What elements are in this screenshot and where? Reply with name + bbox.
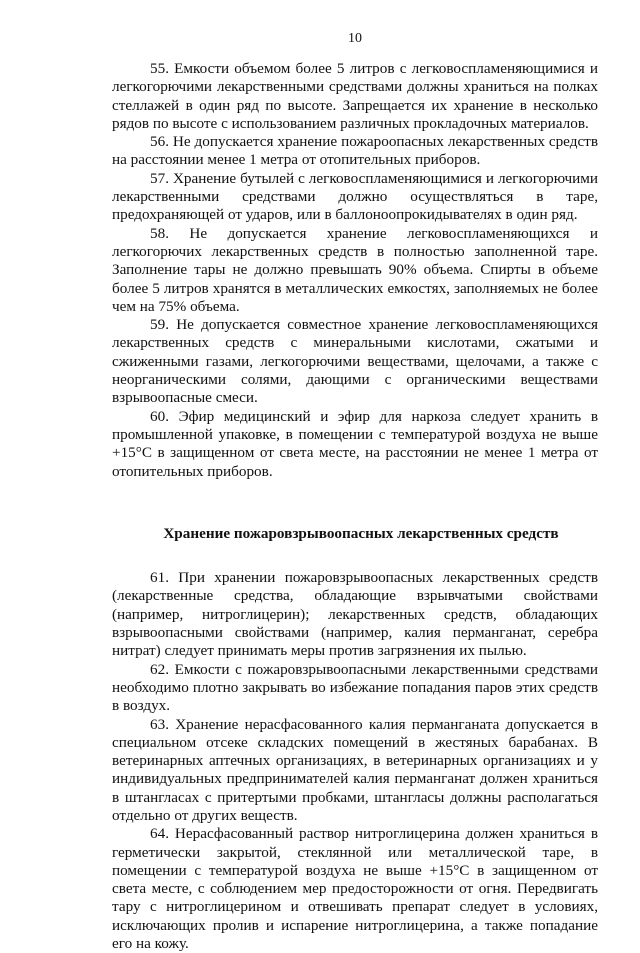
section-heading: Хранение пожаровзрывоопасных лекарственных средств xyxy=(163,524,559,542)
paragraph-62: 62. Емкости с пожаровзрывоопасными лекарственными средствами необходимо плотно закрывать во избежание попадания паров этих средств в воздух. xyxy=(112,660,598,715)
paragraph-55: 55. Емкости объемом более 5 литров с легковоспламеняющимися и легкогорючими лекарственными средствами должны храниться на полках стеллажей в один ряд по высоте. Запрещается их хранение в несколько рядов по высоте с использованием различных прокладочных материалов. xyxy=(112,60,598,132)
paragraph-58: 58. Не допускается хранение легковоспламеняющихся и легкогорючих лекарственных средств в полностью заполненной таре. Заполнение тары не должно превышать 90% объема. Спирты в объеме более 5 литров хранятся в металлических емкостях, заполняемых не более чем на 75% объема. xyxy=(112,224,598,315)
paragraph-61: 61. При хранении пожаровзрывоопасных лекарственных средств (лекарственные средства, обладающие взрывчатыми свойствами (например, нитроглицерин); лекарственных средств, обладающих взрывоопасными свойствами (например, калия перманганат, серебра нитрат) следует принимать меры против загрязнения их пылью. xyxy=(112,569,598,660)
paragraph-57: 57. Хранение бутылей с легковоспламеняющимися и легкогорючими лекарственными средствами должно осуществляться в таре, предохраняющей от ударов, или в баллоноопрокидывателях в один ряд. xyxy=(112,169,598,224)
paragraph-60: 60. Эфир медицинский и эфир для наркоза следует хранить в промышленной упаковке, в помещении с температурой воздуха не выше +15°C в защищенном от света месте, на расстоянии не менее 1 метра от отопительных приборов. xyxy=(112,407,598,480)
paragraph-63: 63. Хранение нерасфасованного калия перманганата допускается в специальном отсеке складских помещений в жестяных барабанах. В ветеринарных аптечных организациях, в ветеринарных организациях и у индивидуальных предпринимателей калия перманганат должен храниться в штангласах с притертыми пробками, штангласы должны располагаться отдельно от других веществ. xyxy=(112,715,598,824)
paragraph-56: 56. Не допускается хранение пожароопасных лекарственных средств на расстоянии менее 1 метра от отопительных приборов. xyxy=(112,133,598,169)
page-number: 10 xyxy=(348,31,362,46)
paragraph-64: 64. Нерасфасованный раствор нитроглицерина должен храниться в герметически закрытой, стеклянной или металлической таре, в помещении с температурой воздуха не выше +15°C в защищенном от света месте, с соблюдением мер предосторожности от огня. Передвигать тару с нитроглицерином и отвешивать препарат следует в условиях, исключающих пролив и испарение нитроглицерина, а также попадание его на кожу. xyxy=(112,825,598,953)
paragraph-59: 59. Не допускается совместное хранение легковоспламеняющихся лекарственных средств с минеральными кислотами, сжатыми и сжиженными газами, легкогорючими веществами, щелочами, а также с неорганическими солями, дающими с органическими веществами взрывоопасные смеси. xyxy=(112,316,598,407)
